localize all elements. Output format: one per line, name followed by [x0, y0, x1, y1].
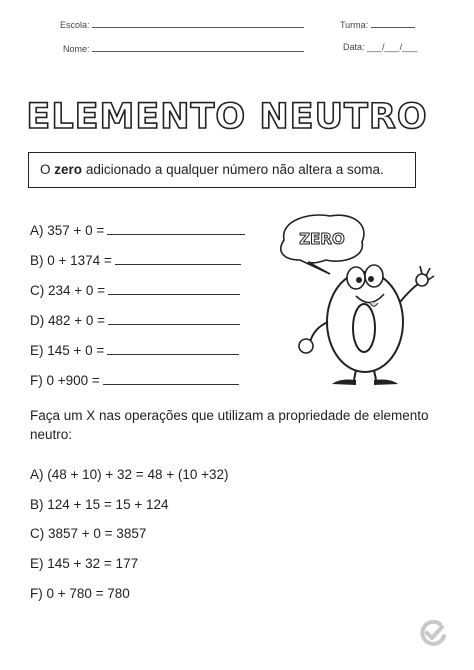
exercise-item [30, 312, 240, 328]
exercise-item [30, 222, 245, 238]
date-label: Data: [343, 42, 365, 52]
class-field[interactable] [340, 18, 415, 30]
answer-blank[interactable] [107, 222, 245, 235]
exercise-text: C) 234 + 0 = [30, 283, 106, 298]
rule-suffix: adicionado a qualquer número não altera a soma. [85, 162, 384, 177]
class-label: Turma: [340, 20, 369, 30]
school-field[interactable] [60, 18, 304, 30]
name-field[interactable] [63, 42, 304, 54]
checkmark-logo-icon [418, 618, 448, 648]
answer-blank[interactable] [108, 282, 240, 295]
name-label: Nome: [63, 44, 90, 54]
exercise-text: E) 145 + 0 = [30, 343, 105, 358]
operation-item[interactable]: B) 124 + 15 = 15 + 124 [30, 497, 169, 512]
exercise-text: A) 357 + 0 = [30, 223, 105, 238]
date-field[interactable] [343, 42, 417, 52]
answer-blank[interactable] [115, 252, 241, 265]
exercise-text: F) 0 +900 = [30, 373, 100, 388]
exercise-item [30, 252, 241, 268]
rule-box [28, 152, 416, 188]
exercise-item [30, 282, 240, 298]
exercise-text: D) 482 + 0 = [30, 313, 106, 328]
school-label: Escola: [60, 20, 90, 30]
exercise-text: B) 0 + 1374 = [30, 253, 112, 268]
class-line[interactable] [371, 18, 415, 28]
rule-bold-word: zero [54, 162, 83, 177]
school-line[interactable] [92, 18, 304, 28]
answer-blank[interactable] [107, 342, 239, 355]
rule-prefix: O [40, 162, 51, 177]
operation-item[interactable]: C) 3857 + 0 = 3857 [30, 526, 147, 541]
operation-item[interactable]: F) 0 + 780 = 780 [30, 586, 130, 601]
operation-item[interactable]: E) 145 + 32 = 177 [30, 556, 139, 571]
instruction-text: Faça um X nas operações que utilizam a propriedade de elemento neutro: [30, 408, 429, 442]
bubble-text: ZERO [299, 230, 345, 248]
operation-item[interactable]: A) (48 + 10) + 32 = 48 + (10 +32) [30, 467, 229, 482]
page-title [0, 92, 474, 144]
zero-mascot-icon [270, 210, 445, 390]
exercise-item [30, 342, 239, 358]
name-line[interactable] [92, 42, 304, 52]
page-title-text: ELEMENTO NEUTRO [26, 97, 428, 137]
answer-blank[interactable] [108, 312, 240, 325]
answer-blank[interactable] [103, 372, 239, 385]
exercise-item [30, 372, 239, 388]
date-value: ___/___/___ [367, 42, 418, 52]
